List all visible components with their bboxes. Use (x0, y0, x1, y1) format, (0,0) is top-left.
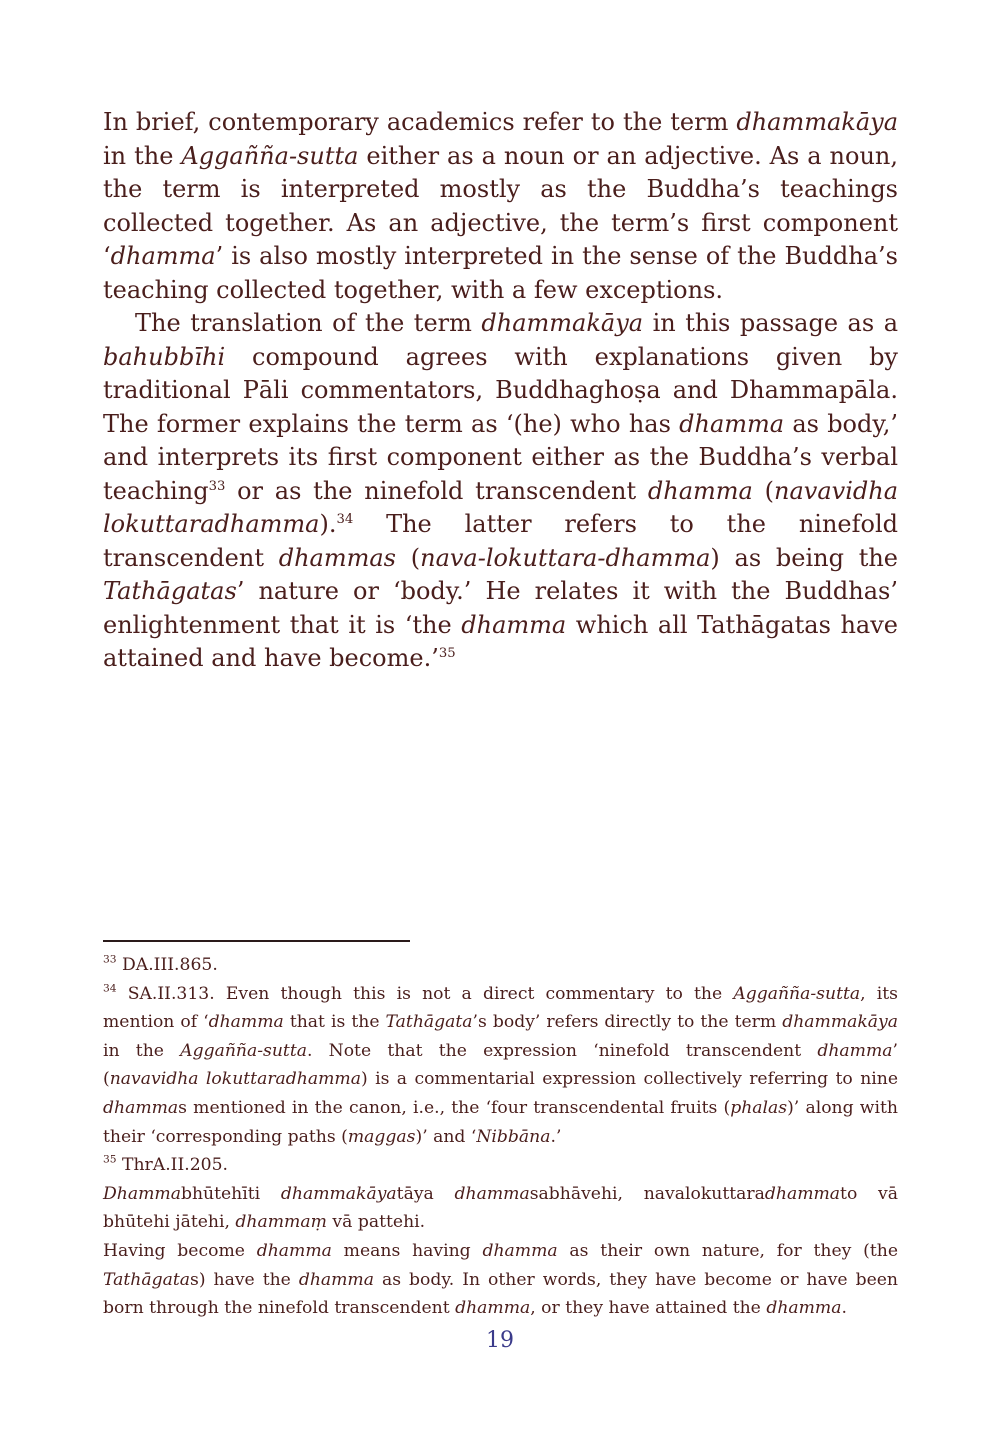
footnote-35: $^{35}$ ThrA.II.205. (103, 1152, 228, 1176)
main-text (103, 106, 898, 676)
footnotes (103, 951, 898, 1323)
footnote-ref-33: 33 (208, 478, 226, 494)
footnote-34: $^{34}$ SA.II.313. Even though this is not a direct commentary to the Aggañña-sutta, its mention of ‘dhamma that is the Tathāgata’s body’ refers directly to the term dhammakāya in the Aggañña-sutta. Note that the expression ‘ninefold transcendent dhamma’ (navavidha lokuttaradhamma) is a commentarial expression collectively referring to nine dhammas mentioned in the canon, i.e., the ‘four transcendental fruits (phalas)’ along with their ‘corresponding paths (maggas)’ and ‘Nibbāna.’ (103, 981, 898, 1147)
footnote-ref-35: 35 (438, 645, 456, 661)
paragraph-2: The translation of the term dhammakāya in this passage as a bahubbīhi compound agrees with explanations given by traditional Pāli commentators, Buddhaghoṣa and Dhammapāla. The former explains the term as ‘(he) who has dhamma as body,’ and interprets its first component either as the Buddha’s verbal teaching$^{33}$ or as the ninefold transcendent dhamma (navavidha lokuttaradhamma).$^{34}$ The latter refers to the ninefold transcendent dhammas (nava-lokuttara-dhamma) as being the Tathāgatas’ nature or ‘body.’ He relates it with the Buddhas’ enlightenment that it is ‘the dhamma which all Tathāgatas have attained and have become.’$^{35}$ (103, 309, 898, 672)
footnote-ref-34: 34 (336, 511, 354, 527)
footnote-divider (103, 940, 410, 942)
footnote-35-pali-quote: Dhammabhūtehīti dhammakāyatāya dhammasabhāvehi, navalokuttaradhammato vā bhūtehi jātehi, dhammaṃ vā pattehi. (103, 1183, 898, 1233)
footnote-35-translation: Having become dhamma means having dhamma as their own nature, for they (the Tathāgatas) have the dhamma as body. In other words, they have become or have been born through the ninefold transcendent dhamma, or they have attained the dhamma. (103, 1240, 899, 1319)
page-number: 19 (486, 1328, 514, 1353)
footnote-33: $^{33}$ DA.III.865. (103, 952, 218, 975)
paragraph-1: In brief, contemporary academics refer to the term dhammakāya in the Aggañña-sutta either as a noun or an adjective. As a noun, the term is interpreted mostly as the Buddha’s teachings collected together. As an adjective, the term’s first component ‘dhamma’ is also mostly interpreted in the sense of the Buddha’s teaching collected together, with a few exceptions. (103, 108, 898, 304)
